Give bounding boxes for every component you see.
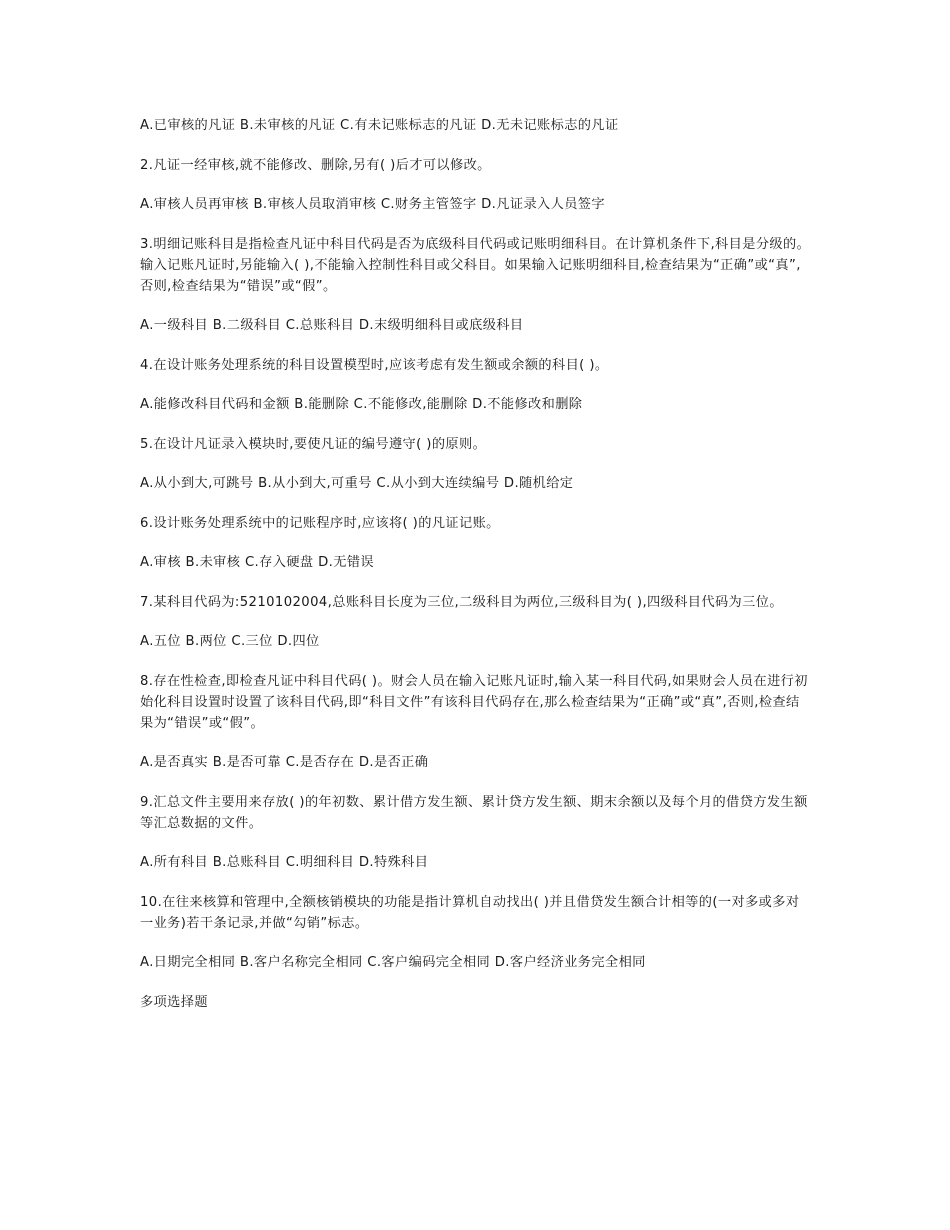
answer-options-q2: A.审核人员再审核 B.审核人员取消审核 C.财务主管签字 D.凡证录入人员签字 [140, 197, 605, 212]
answer-options-q7: A.五位 B.两位 C.三位 D.四位 [140, 634, 320, 649]
question-10: 10.在往来核算和管理中,全额核销模块的功能是指计算机自动找出( )并且借贷发生额合计相等的(一对多或多对一业务)若干条记录,并做“勾销”标志。 [140, 894, 800, 931]
answer-options-q1: A.已审核的凡证 B.未审核的凡证 C.有未记账标志的凡证 D.无未记账标志的凡证 [140, 118, 619, 133]
question-5: 5.在设计凡证录入模块时,要使凡证的编号遵守( )的原则。 [140, 436, 487, 452]
question-8: 8.存在性检查,即检查凡证中科目代码( )。财会人员在输入记账凡证时,输入某一科目代码,如果财会人员在进行初始化科目设置时设置了该科目代码,即“科目文件”有该科目代码存在,那么检查结果为“正确”或“真”,否则,检查结果为“错误”或“假”。 [140, 673, 808, 731]
question-2: 2.凡证一经审核,就不能修改、删除,另有( )后才可以修改。 [140, 157, 491, 173]
question-3: 3.明细记账科目是指检查凡证中科目代码是否为底级科目代码或记账明细科目。在计算机条件下,科目是分级的。输入记账凡证时,另能输入( ),不能输入控制性科目或父科目。如果输入记账明细科目,检查结果为“正确”或“真”,否则,检查结果为“错误”或“假”。 [140, 236, 811, 294]
answer-options-q8: A.是否真实 B.是否可靠 C.是否存在 D.是否正确 [140, 755, 429, 770]
question-7: 7.某科目代码为:5210102004,总账科目长度为三位,二级科目为两位,三级科目为( ),四级科目代码为三位。 [140, 594, 783, 610]
answer-options-q9: A.所有科目 B.总账科目 C.明细科目 D.特殊科目 [140, 855, 429, 870]
question-6: 6.设计账务处理系统中的记账程序时,应该将( )的凡证记账。 [140, 515, 500, 531]
section-heading-multiple-choice: 多项选择题 [140, 994, 208, 1010]
answer-options-q4: A.能修改科目代码和金额 B.能删除 C.不能修改,能删除 D.不能修改和删除 [140, 397, 583, 412]
answer-options-q3: A.一级科目 B.二级科目 C.总账科目 D.末级明细科目或底级科目 [140, 318, 524, 333]
answer-options-q10: A.日期完全相同 B.客户名称完全相同 C.客户编码完全相同 D.客户经济业务完全相同 [140, 955, 646, 970]
answer-options-q6: A.审核 B.未审核 C.存入硬盘 D.无错误 [140, 555, 374, 570]
document-page [140, 115, 812, 1031]
question-9: 9.汇总文件主要用来存放( )的年初数、累计借方发生额、累计贷方发生额、期末余额以及每个月的借贷方发生额等汇总数据的文件。 [140, 794, 808, 831]
answer-options-q5: A.从小到大,可跳号 B.从小到大,可重号 C.从小到大连续编号 D.随机给定 [140, 476, 574, 491]
question-4: 4.在设计账务处理系统的科目设置模型时,应该考虑有发生额或余额的科目( )。 [140, 357, 609, 373]
